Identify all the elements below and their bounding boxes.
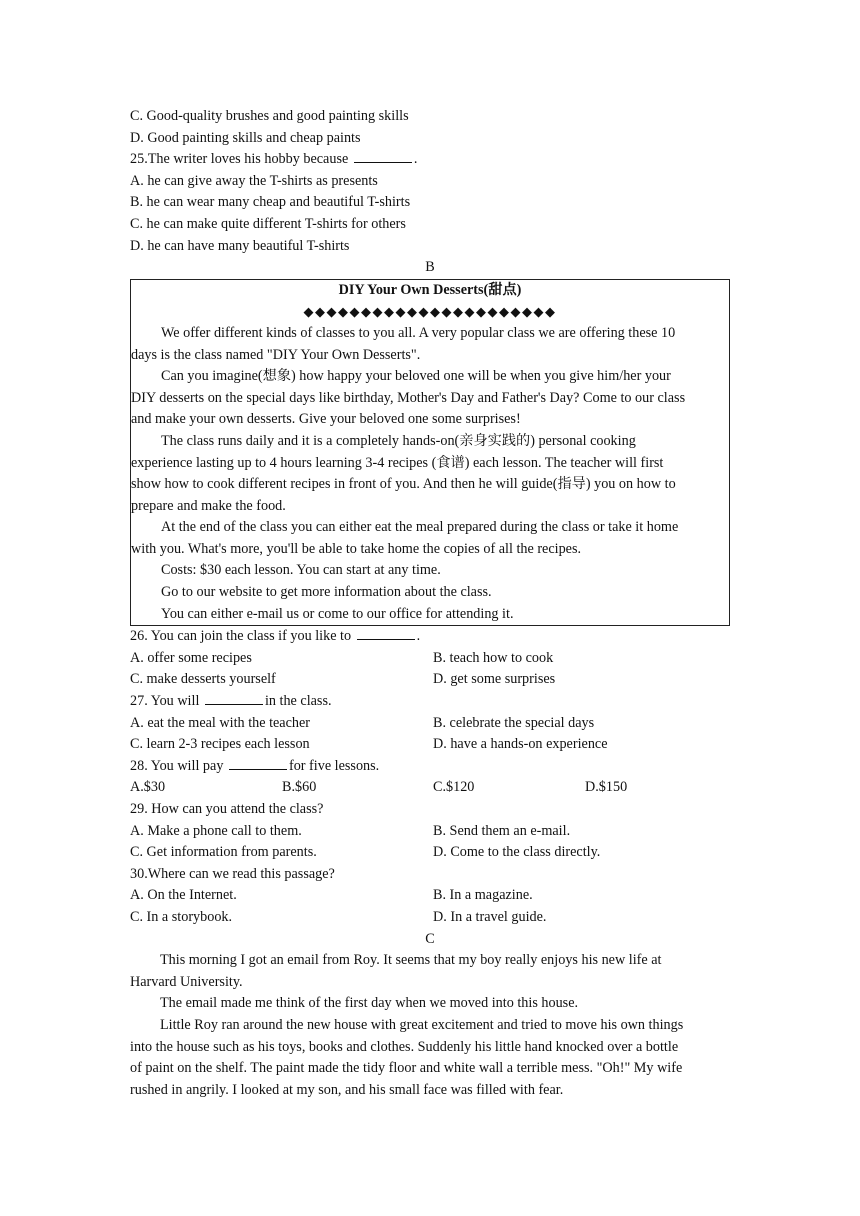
section-b-heading: B <box>425 259 435 276</box>
q30-option-b: B. In a magazine. <box>433 887 533 904</box>
passage-c-p3-line3: of paint on the shelf. The paint made the tidy floor and white wall a terrible mess. "Oh!" My wife <box>130 1060 683 1077</box>
q24-option-d: D. Good painting skills and cheap paints <box>130 129 361 146</box>
passage-c-p1-line1: This morning I got an email from Roy. It seems that my boy really enjoys his new life at <box>160 952 662 969</box>
q30-option-a: A. On the Internet. <box>130 887 237 904</box>
ad-costs: Costs: $30 each lesson. You can start at any time. <box>161 562 441 579</box>
q27-option-c: C. learn 2-3 recipes each lesson <box>130 736 310 753</box>
q27-options-row1 <box>130 713 730 735</box>
ad-p3-line1: The class runs daily and it is a completely hands-on(亲身实践的) personal cooking <box>161 432 636 449</box>
passage-c-p2: The email made me think of the first day when we moved into this house. <box>160 995 579 1012</box>
advertisement-box <box>130 279 730 627</box>
q29-options-row2 <box>130 842 730 864</box>
q25-stem-text: 25.The writer loves his hobby because <box>130 151 349 168</box>
q27-option-d: D. have a hands-on experience <box>433 736 608 753</box>
q28-stem-end: for five lessons. <box>288 757 380 774</box>
q26-options-row2 <box>130 669 730 691</box>
q26-stem-text: 26. You can join the class if you like to <box>130 628 352 645</box>
q28-option-c: C.$120 <box>433 779 475 796</box>
passage-c-p3-line2: into the house such as his toys, books and clothes. Suddenly his little hand knocked over a bottle <box>130 1038 679 1055</box>
q30-option-c: C. In a storybook. <box>130 908 233 925</box>
q26-stem <box>130 626 730 648</box>
ad-p3-line4: prepare and make the food. <box>131 497 286 514</box>
q25-option-c: C. he can make quite different T-shirts for others <box>130 215 406 232</box>
q27-option-b: B. celebrate the special days <box>433 714 595 731</box>
ad-contact: You can either e-mail us or come to our office for attending it. <box>161 605 514 622</box>
q28-option-a: A.$30 <box>130 779 166 796</box>
q30-stem: 30.Where can we read this passage? <box>130 865 335 882</box>
q28-stem-text: 28. You will pay <box>130 757 224 774</box>
q29-option-d: D. Come to the class directly. <box>433 844 601 861</box>
ad-p2-line2: DIY desserts on the special days like birthday, Mother's Day and Father's Day? Come to our class <box>131 389 686 406</box>
passage-c-p3-line4: rushed in angrily. I looked at my son, and his small face was filled with fear. <box>130 1081 564 1098</box>
q26-option-c: C. make desserts yourself <box>130 671 276 688</box>
ad-p1-line1: We offer different kinds of classes to you all. A very popular class we are offering these 10 <box>161 324 676 341</box>
answer-blank <box>357 626 415 640</box>
q26-stem-end: . <box>416 628 421 645</box>
q25-option-b: B. he can wear many cheap and beautiful T-shirts <box>130 194 411 211</box>
exam-page <box>130 106 730 1101</box>
ad-p4-line2: with you. What's more, you'll be able to take home the copies of all the recipes. <box>131 540 582 557</box>
q26-options-row1 <box>130 648 730 670</box>
ad-diamond-divider: ◆◆◆◆◆◆◆◆◆◆◆◆◆◆◆◆◆◆◆◆◆◆ <box>303 304 557 320</box>
q27-stem-text: 27. You will <box>130 693 200 710</box>
passage-c-p1-line2: Harvard University. <box>130 973 243 990</box>
q29-stem: 29. How can you attend the class? <box>130 801 324 817</box>
q29-option-c: C. Get information from parents. <box>130 844 317 861</box>
q28-options-row <box>130 777 730 799</box>
q25-stem <box>130 149 730 171</box>
q26-option-a: A. offer some recipes <box>130 649 252 666</box>
ad-p1-line2: days is the class named "DIY Your Own Desserts". <box>131 346 421 363</box>
q30-option-d: D. In a travel guide. <box>433 908 547 925</box>
q28-option-d: D.$150 <box>585 779 628 796</box>
ad-p2-line1: Can you imagine(想象) how happy your beloved one will be when you give him/her your <box>161 368 671 385</box>
ad-p2-line3: and make your own desserts. Give your beloved one some surprises! <box>131 411 521 428</box>
q26-option-d: D. get some surprises <box>433 671 556 688</box>
q28-stem <box>130 756 730 778</box>
q28-option-b: B.$60 <box>282 779 317 796</box>
q27-option-a: A. eat the meal with the teacher <box>130 714 311 731</box>
passage-c-p3-line1: Little Roy ran around the new house with great excitement and tried to move his own things <box>160 1016 684 1033</box>
answer-blank <box>229 756 287 770</box>
q24-option-c: C. Good-quality brushes and good painting skills <box>130 108 409 124</box>
q25-option-d: D. he can have many beautiful T-shirts <box>130 237 350 254</box>
q26-option-b: B. teach how to cook <box>433 649 554 666</box>
q27-stem <box>130 691 730 713</box>
ad-p3-line2: experience lasting up to 4 hours learning 3-4 recipes (食谱) each lesson. The teacher will first <box>131 454 664 471</box>
q25-stem-end: . <box>413 151 418 168</box>
q29-options-row1 <box>130 821 730 843</box>
q27-stem-end: in the class. <box>264 693 332 710</box>
ad-p3-line3: show how to cook different recipes in front of you. And then he will guide(指导) you on how to <box>131 476 676 493</box>
ad-p4-line1: At the end of the class you can either eat the meal prepared during the class or take it home <box>161 519 679 536</box>
q25-option-a: A. he can give away the T-shirts as presents <box>130 172 378 189</box>
q29-option-a: A. Make a phone call to them. <box>130 822 302 839</box>
ad-title: DIY Your Own Desserts(甜点) <box>338 281 522 298</box>
q30-options-row1 <box>130 885 730 907</box>
answer-blank <box>354 149 412 163</box>
q29-option-b: B. Send them an e-mail. <box>433 822 571 839</box>
section-c-heading: C <box>425 930 435 947</box>
q30-options-row2 <box>130 907 730 929</box>
q27-options-row2 <box>130 734 730 756</box>
ad-website: Go to our website to get more information about the class. <box>161 584 492 601</box>
answer-blank <box>205 691 263 705</box>
